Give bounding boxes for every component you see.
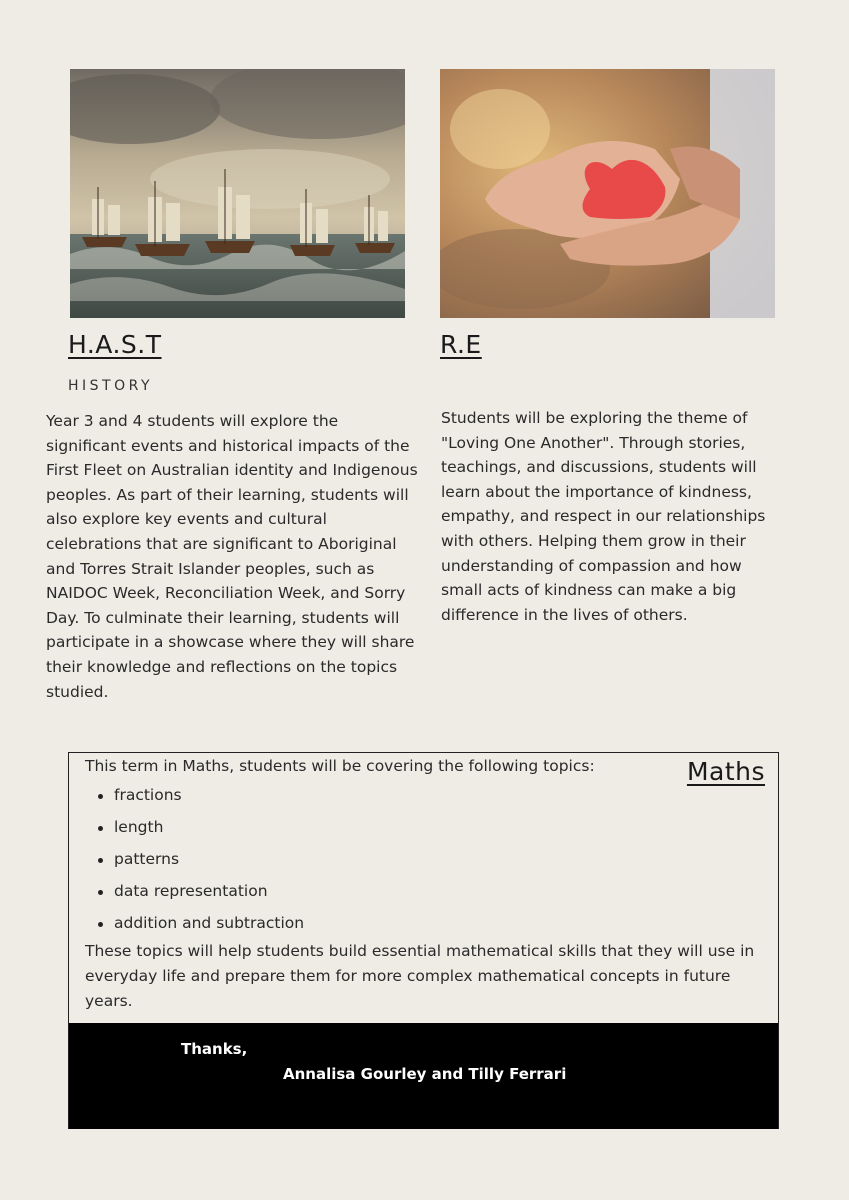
maths-heading: Maths bbox=[686, 757, 765, 786]
hands-heart-image bbox=[440, 69, 775, 318]
history-paragraph: Year 3 and 4 students will explore the significant events and historical impacts of the First Fleet on Australian identity and Indigenous peoples. As part of their learning, students will also explore key events and cultural celebrations that are significant to Aboriginal and Torres Strait Islander peoples, such as NAIDOC Week, Reconciliation Week, and Sorry Day. To culminate their learning, students will participate in a showcase where they will share their knowledge and reflections on the topics studied. bbox=[46, 412, 418, 701]
maths-section bbox=[68, 752, 779, 1129]
re-heading: R.E bbox=[440, 330, 482, 359]
thanks-text: Thanks, bbox=[181, 1040, 248, 1058]
maths-outro: These topics will help students build essential mathematical skills that they will use in everyday life and prepare them for more complex mathematical concepts in future years. bbox=[85, 942, 755, 1010]
authors-text: Annalisa Gourley and Tilly Ferrari bbox=[283, 1065, 567, 1083]
maths-topic-list bbox=[85, 783, 304, 943]
list-item: length bbox=[85, 815, 304, 847]
history-subheading: HISTORY bbox=[68, 378, 153, 394]
list-item: patterns bbox=[85, 847, 304, 879]
hast-heading: H.A.S.T bbox=[68, 330, 162, 359]
list-item: addition and subtraction bbox=[85, 911, 304, 943]
maths-intro: This term in Maths, students will be covering the following topics: bbox=[85, 757, 595, 775]
re-paragraph: Students will be exploring the theme of "Loving One Another". Through stories, teachings, and discussions, students will learn about the importance of kindness, empathy, and respect in our relationships with others. Helping them grow in their understanding of compassion and how small acts of kindness can make a big difference in the lives of others. bbox=[441, 409, 766, 624]
ships-painting-image bbox=[70, 69, 405, 318]
list-item: data representation bbox=[85, 879, 304, 911]
footer-band bbox=[69, 1023, 778, 1129]
list-item: fractions bbox=[85, 783, 304, 815]
